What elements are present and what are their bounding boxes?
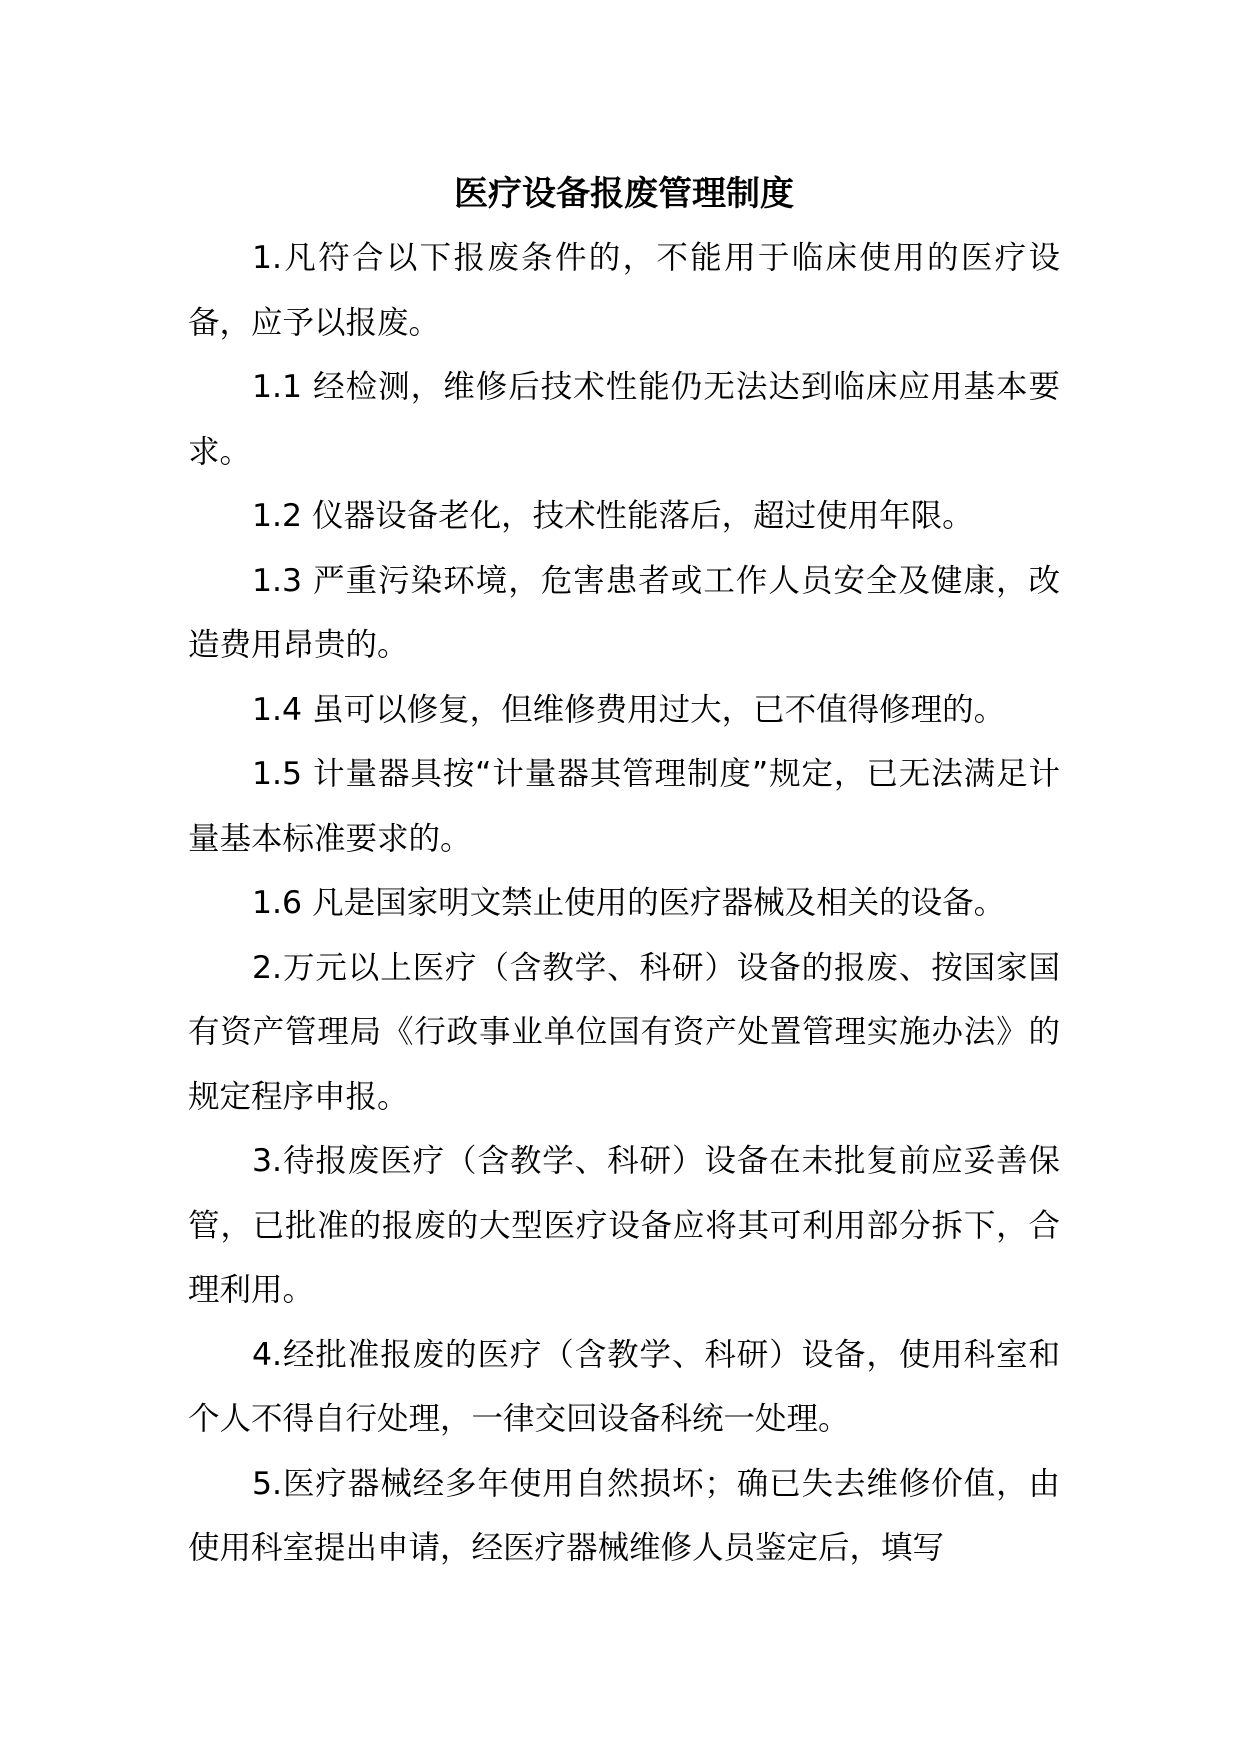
paragraph-1-1: 1.1 经检测，维修后技术性能仍无法达到临床应用基本要求。 <box>188 369 1060 470</box>
paragraph-5: 5.医疗器械经多年使用自然损坏；确已失去维修价值，由使用科室提出申请，经医疗器械维修人员鉴定后，填写 <box>188 1465 1060 1566</box>
document-page <box>188 162 1060 1581</box>
paragraph-1-5: 1.5 计量器具按“计量器其管理制度”规定，已无法满足计量基本标准要求的。 <box>188 756 1060 857</box>
document-title: 医疗设备报废管理制度 <box>454 174 794 214</box>
paragraph-1-2: 1.2 仪器设备老化，技术性能落后，超过使用年限。 <box>252 498 974 534</box>
paragraph-1: 1.凡符合以下报废条件的，不能用于临床使用的医疗设备，应予以报废。 <box>188 240 1060 341</box>
paragraph-2: 2.万元以上医疗（含教学、科研）设备的报废、按国家国有资产管理局《行政事业单位国有资产处置管理实施办法》的规定程序申报。 <box>188 949 1060 1115</box>
paragraph-1-3: 1.3 严重污染环境，危害患者或工作人员安全及健康，改造费用昂贵的。 <box>188 562 1060 663</box>
paragraph-3: 3.待报废医疗（含教学、科研）设备在未批复前应妥善保管，已批准的报废的大型医疗设备应将其可利用部分拆下，合理利用。 <box>188 1143 1060 1308</box>
paragraph-1-4: 1.4 虽可以修复，但维修费用过大，已不值得修理的。 <box>252 691 1006 728</box>
paragraph-4: 4.经批准报废的医疗（含教学、科研）设备，使用科室和个人不得自行处理，一律交回设备科统一处理。 <box>188 1336 1060 1437</box>
paragraph-1-6: 1.6 凡是国家明文禁止使用的医疗器械及相关的设备。 <box>252 885 1006 921</box>
